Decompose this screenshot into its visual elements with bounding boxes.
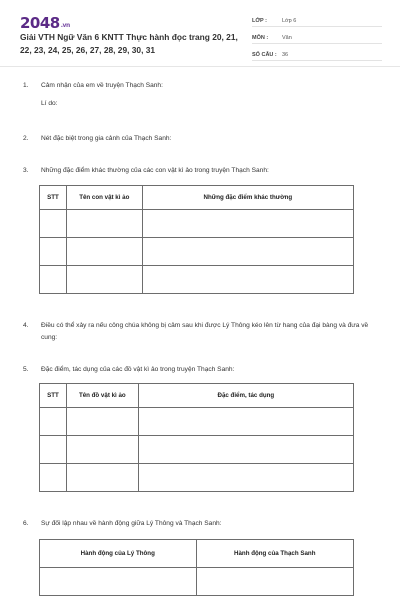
document-title: Giải VTH Ngữ Văn 6 KNTT Thực hành đọc trang 20, 21, 22, 23, 24, 25, 26, 27, 28, 29, 30, 31 [20,32,238,55]
table-row [40,210,354,238]
question-3-number: 3. [23,167,29,174]
question-6-number: 6. [23,520,29,527]
table-cell[interactable] [142,210,353,238]
question-4-number: 4. [23,322,29,329]
question-6-text: Sự đối lập nhau về hành động giữa Lý Thông và Thạch Sanh: [41,520,222,527]
table-header-row [40,384,354,408]
table-cell[interactable] [66,436,138,464]
table-header-row [40,540,354,568]
table-cell[interactable] [196,568,354,596]
table-row [40,266,354,294]
table-cell[interactable] [66,238,142,266]
question-3-table [39,185,354,294]
question-2-number: 2. [23,135,29,142]
column-header-object-name: Tên đồ vật kì ảo [66,384,138,408]
meta-label-class: LỚP : [252,18,267,24]
question-5-table [39,383,354,492]
question-2-text: Nét đặc biệt trong gia cảnh của Thạch Sanh: [41,135,172,142]
table-row [40,568,354,596]
table-row [40,464,354,492]
question-1-reason-label: Lí do: [41,100,58,107]
table-cell[interactable] [142,266,353,294]
meta-row-class [252,12,382,27]
column-header-animal-name: Tên con vật kì ảo [66,186,142,210]
column-header-thach-sanh-actions: Hành động của Thạch Sanh [196,540,354,568]
question-6-table [39,539,354,596]
question-1-number: 1. [23,82,29,89]
table-cell[interactable] [40,408,67,436]
meta-value-question-count: 36 [282,52,289,58]
meta-value-subject: Văn [282,35,292,41]
table-cell[interactable] [138,436,353,464]
table-cell[interactable] [138,464,353,492]
table-row [40,436,354,464]
table-cell[interactable] [66,464,138,492]
meta-label-question-count: SỐ CÂU : [252,52,277,58]
table-cell[interactable] [40,568,197,596]
table-cell[interactable] [66,266,142,294]
column-header-characteristics: Đặc điểm, tác dụng [138,384,353,408]
question-1-text: Cảm nhận của em về truyện Thạch Sanh: [41,82,163,89]
table-cell[interactable] [40,464,67,492]
column-header-stt: STT [40,186,67,210]
question-5-text: Đặc điểm, tác dụng của các đồ vật kì ảo trong truyện Thạch Sanh: [41,366,235,373]
table-cell[interactable] [142,238,353,266]
table-cell[interactable] [138,408,353,436]
table-cell[interactable] [66,408,138,436]
question-4-text: Điều có thể xảy ra nếu công chúa không bị câm sau khi được Lý Thông kéo lên từ hang của đại bàng và đưa về cung: [41,322,369,341]
table-cell[interactable] [40,210,67,238]
site-logo[interactable] [20,14,70,32]
table-cell[interactable] [40,266,67,294]
logo-main-text: 2048 [20,14,60,32]
meta-row-question-count [252,46,382,61]
question-5-number: 5. [23,366,29,373]
metadata-panel [252,12,382,63]
table-cell[interactable] [40,436,67,464]
logo-suffix-text: .vn [60,22,70,29]
column-header-stt: STT [40,384,67,408]
meta-row-subject [252,29,382,44]
question-3-text: Những đặc điểm khác thường của các con vật kì ảo trong truyện Thạch Sanh: [41,167,269,174]
header-divider [0,66,400,67]
meta-label-subject: MÔN : [252,35,269,41]
table-row [40,238,354,266]
column-header-features: Những đặc điểm khác thường [142,186,353,210]
table-cell[interactable] [40,238,67,266]
table-row [40,408,354,436]
table-header-row [40,186,354,210]
meta-value-class: Lớp 6 [282,18,297,24]
table-cell[interactable] [66,210,142,238]
column-header-ly-thong-actions: Hành động của Lý Thông [40,540,197,568]
